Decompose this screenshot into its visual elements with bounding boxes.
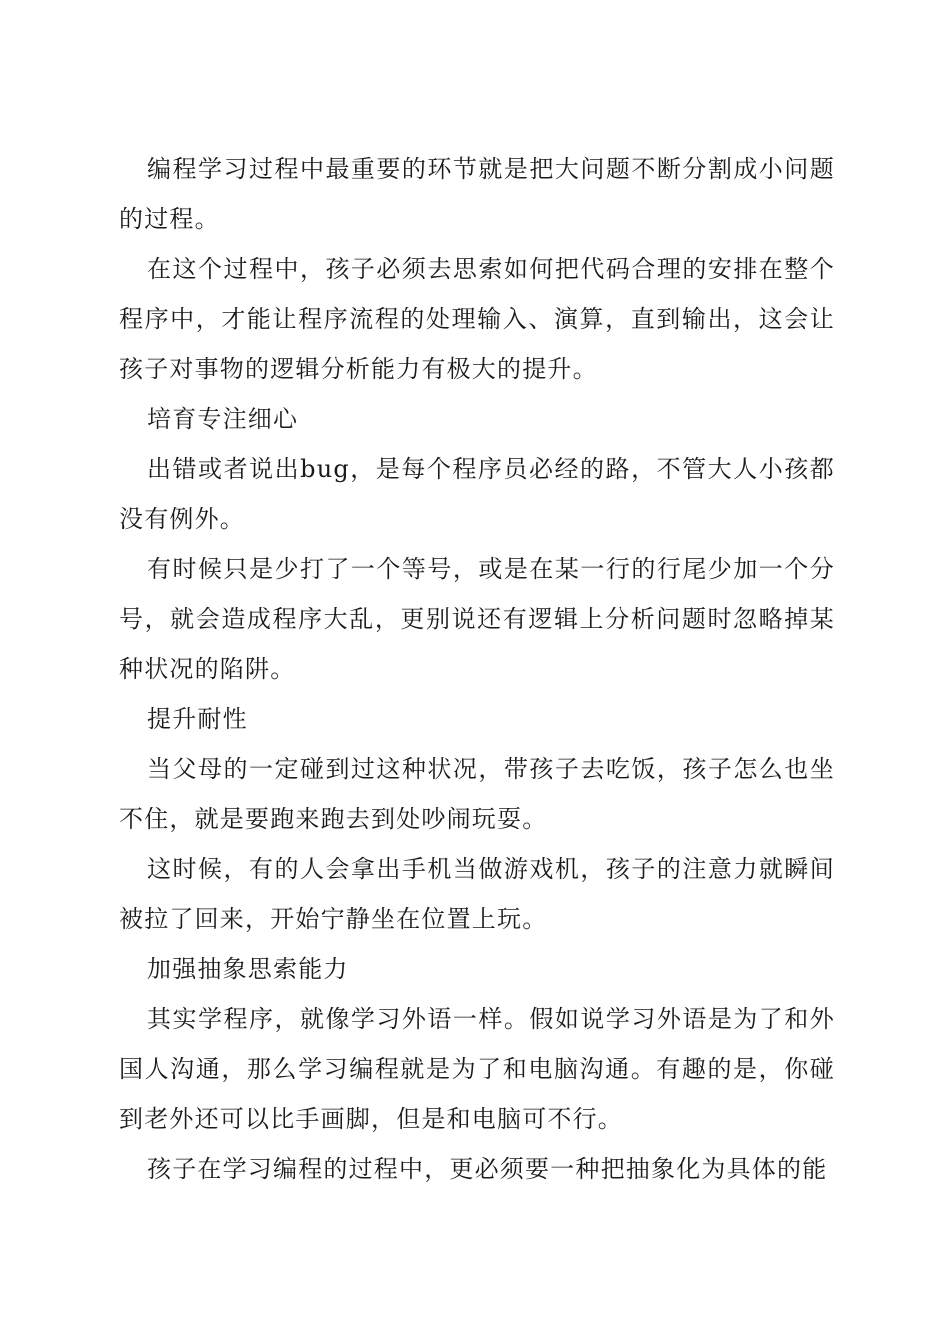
document-body bbox=[119, 144, 835, 1194]
section-heading-patience: 提升耐性 bbox=[147, 705, 248, 733]
section-heading-abstract-thinking: 加强抽象思索能力 bbox=[147, 955, 349, 983]
paragraph-4: 有时候只是少打了一个等号，或是在某一行的行尾少加一个分号，就会造成程序大乱，更别说还有逻辑上分析问题时忽略掉某种状况的陷阱。 bbox=[119, 555, 835, 683]
paragraph-6: 这时候，有的人会拿出手机当做游戏机，孩子的注意力就瞬间被拉了回来，开始宁静坐在位置上玩。 bbox=[119, 855, 835, 933]
paragraph-2: 在这个过程中，孩子必须去思索如何把代码合理的安排在整个程序中，才能让程序流程的处理输入、演算，直到输出，这会让孩子对事物的逻辑分析能力有极大的提升。 bbox=[119, 255, 835, 383]
paragraph-8: 孩子在学习编程的过程中，更必须要一种把抽象化为具体的能 bbox=[147, 1155, 828, 1183]
paragraph-3: 出错或者说出bug，是每个程序员必经的路，不管大人小孩都没有例外。 bbox=[119, 455, 835, 533]
paragraph-7: 其实学程序，就像学习外语一样。假如说学习外语是为了和外国人沟通，那么学习编程就是为了和电脑沟通。有趣的是，你碰到老外还可以比手画脚，但是和电脑可不行。 bbox=[119, 1005, 835, 1133]
paragraph-1: 编程学习过程中最重要的环节就是把大问题不断分割成小问题的过程。 bbox=[119, 155, 835, 233]
section-heading-focus: 培育专注细心 bbox=[147, 405, 299, 433]
paragraph-5: 当父母的一定碰到过这种状况，带孩子去吃饭，孩子怎么也坐不住，就是要跑来跑去到处吵闹玩耍。 bbox=[119, 755, 835, 833]
